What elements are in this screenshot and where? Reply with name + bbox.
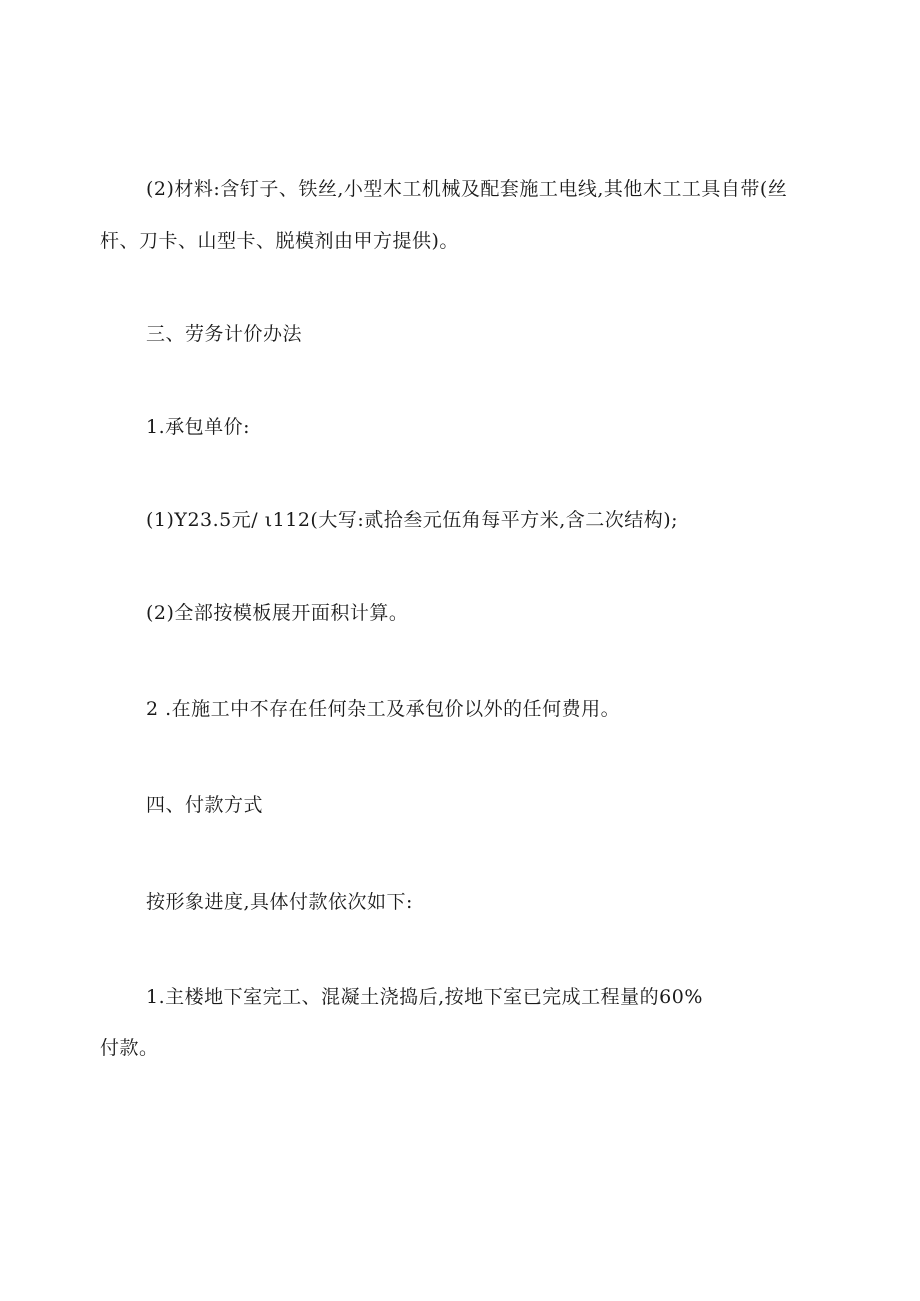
payment-intro: 按形象进度,具体付款依次如下: [146, 891, 413, 913]
area-calculation-note: (2)全部按模板展开面积计算。 [146, 602, 409, 624]
payment-item-1-line-2: 付款。 [100, 1037, 159, 1059]
section-heading-labor-pricing: 三、劳务计价办法 [146, 323, 303, 345]
contract-unit-price-item: 1.承包单价: [146, 416, 251, 438]
no-extra-cost-clause: 2 .在施工中不存在任何杂工及承包价以外的任何费用。 [146, 698, 621, 720]
material-clause-line-2: 杆、刀卡、山型卡、脱模剂由甲方提供)。 [100, 230, 459, 252]
unit-price-detail: (1)Y23.5元/ ι112(大写:贰拾叁元伍角每平方米,含二次结构); [146, 509, 679, 531]
section-heading-payment: 四、付款方式 [146, 794, 264, 816]
material-clause-line-1: (2)材料:含钉子、铁丝,小型木工机械及配套施工电线,其他木工工具自带(丝 [146, 178, 788, 200]
payment-item-1-line-1: 1.主楼地下室完工、混凝土浇捣后,按地下室已完成工程量的60% [146, 986, 703, 1008]
